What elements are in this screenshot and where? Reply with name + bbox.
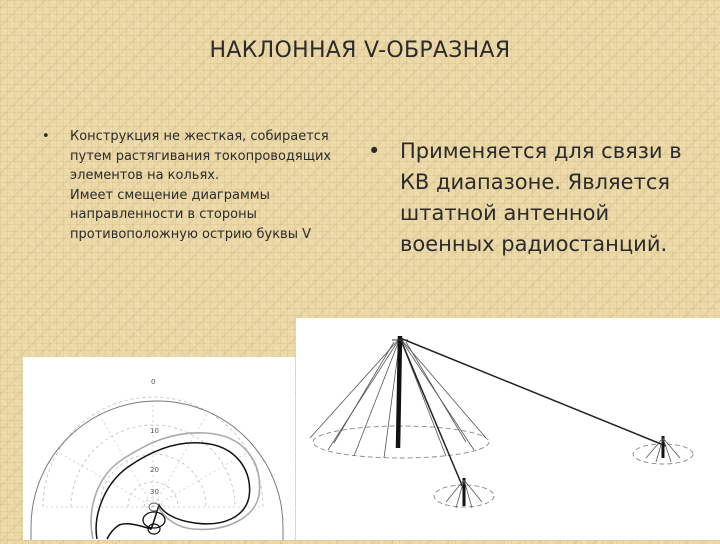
right-bullet-marker: •: [368, 139, 381, 163]
pattern-label-0: 0: [151, 378, 156, 386]
pattern-paragraph: Имеет смещение диаграммы направленности в стороны противоположную острию буквы V: [70, 187, 312, 242]
left-bullet-marker: •: [42, 129, 50, 144]
pattern-label-10: 10: [150, 427, 159, 435]
pattern-label-20: 20: [150, 466, 159, 474]
right-bullet-block: [368, 136, 708, 260]
radiation-pattern-svg: [23, 357, 295, 540]
slide-title: НАКЛОННАЯ V-ОБРАЗНАЯ: [209, 38, 511, 63]
left-bullet-body: [70, 127, 342, 244]
radiation-pattern-image: [23, 357, 295, 540]
antenna-drawing-svg: [296, 318, 720, 540]
left-bullet-block: [42, 127, 342, 244]
pattern-label-30: 30: [150, 488, 159, 496]
construction-paragraph: Конструкция не жесткая, собирается путем растягивания токопроводящих элементов на кольях.: [70, 129, 332, 183]
antenna-drawing-image: [296, 318, 720, 540]
usage-paragraph: Применяется для связи в КВ диапазоне. Является штатной антенной военных радиостанций.: [400, 139, 682, 256]
